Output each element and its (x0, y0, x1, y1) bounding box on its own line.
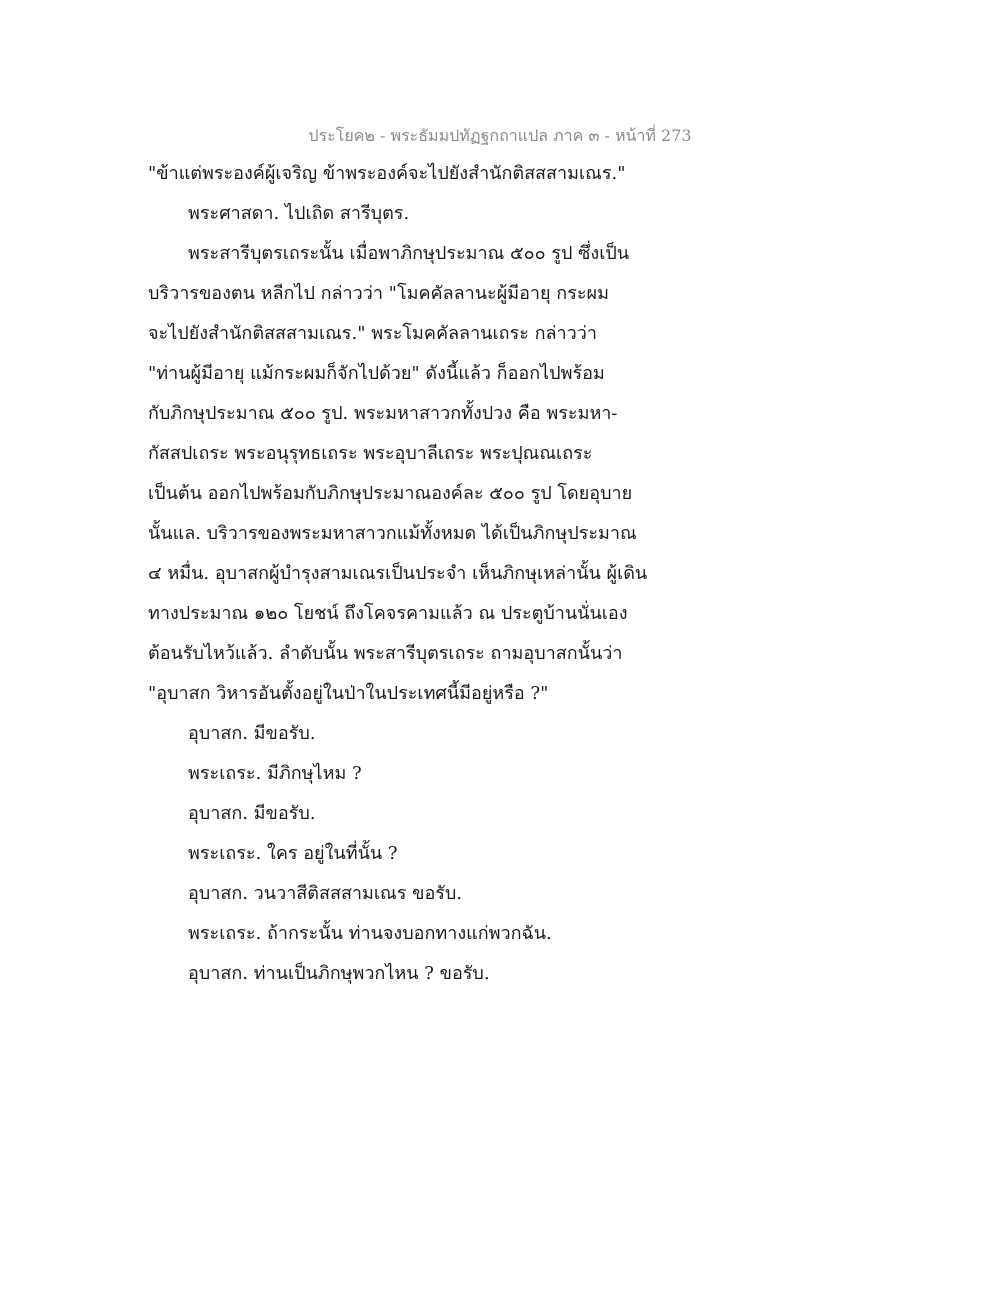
text-line: "อุบาสก วิหารอันตั้งอยู่ในป่าในประเทศนี้มีอยู่หรือ ?" (148, 683, 549, 704)
text-line: "ท่านผู้มีอายุ แม้กระผมก็จักไปด้วย" ดังนี้แล้ว ก็ออกไปพร้อม (148, 363, 605, 384)
dialogue-line: พระเถระ. มีภิกษุไหม ? (188, 763, 362, 784)
text-line: ต้อนรับไหว้แล้ว. ลำดับนั้น พระสารีบุตรเถระ ถามอุบาสกนั้นว่า (148, 643, 623, 664)
body-text (148, 154, 708, 994)
text-line: พระศาสดา. ไปเถิด สารีบุตร. (188, 203, 410, 224)
running-header: ประโยค๒ - พระธัมมปทัฏฐกถาแปล ภาค ๓ - หน้าที่ 273 (308, 126, 692, 145)
text-line: ทางประมาณ ๑๒๐ โยชน์ ถึงโคจรคามแล้ว ณ ประตูบ้านนั่นเอง (148, 603, 628, 624)
text-line: บริวารของตน หลีกไป กล่าวว่า "โมคคัลลานะผู้มีอายุ กระผม (148, 283, 609, 304)
text-line: พระสารีบุตรเถระนั้น เมื่อพาภิกษุประมาณ ๕๐๐ รูป ซึ่งเป็น (188, 243, 630, 264)
dialogue-line: พระเถระ. ถ้ากระนั้น ท่านจงบอกทางแก่พวกฉัน. (188, 923, 552, 944)
text-line: กัสสปเถระ พระอนุรุทธเถระ พระอุบาลีเถระ พระปุณณเถระ (148, 443, 593, 464)
dialogue-line: อุบาสก. มีขอรับ. (188, 723, 316, 744)
text-line: "ข้าแต่พระองค์ผู้เจริญ ข้าพระองค์จะไปยังสำนักติสสสามเณร." (148, 163, 626, 184)
text-line: เป็นต้น ออกไปพร้อมกับภิกษุประมาณองค์ละ ๕๐๐ รูป โดยอุบาย (148, 483, 633, 504)
dialogue-line: พระเถระ. ใคร อยู่ในที่นั้น ? (188, 843, 398, 864)
text-line: กับภิกษุประมาณ ๕๐๐ รูป. พระมหาสาวกทั้งปวง คือ พระมหา- (148, 403, 618, 424)
dialogue-line: อุบาสก. วนวาสีติสสสามเณร ขอรับ. (188, 883, 463, 904)
text-line: ๔ หมื่น. อุบาสกผู้บำรุงสามเณรเป็นประจำ เห็นภิกษุเหล่านั้น ผู้เดิน (148, 563, 648, 584)
dialogue-line: อุบาสก. ท่านเป็นภิกษุพวกไหน ? ขอรับ. (188, 963, 490, 984)
text-line: จะไปยังสำนักติสสสามเณร." พระโมคคัลลานเถระ กล่าวว่า (148, 323, 597, 344)
text-line: นั้นแล. บริวารของพระมหาสาวกแม้ทั้งหมด ได้เป็นภิกษุประมาณ (148, 523, 637, 544)
dialogue-line: อุบาสก. มีขอรับ. (188, 803, 316, 824)
